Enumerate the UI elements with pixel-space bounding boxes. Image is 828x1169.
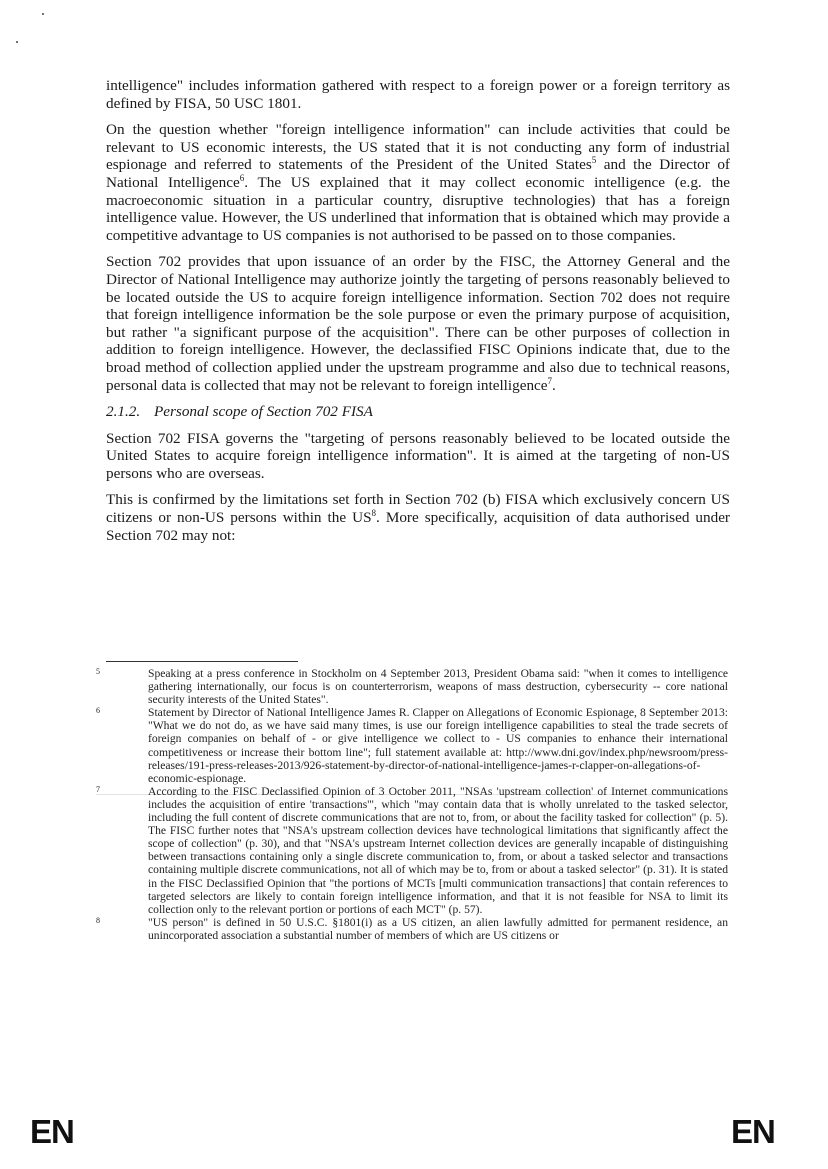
footnote-text: According to the FISC Declassified Opinion of 3 October 2011, "NSAs 'upstream collection' of Internet communications includes the acquisition of entire 'transactions'", which "may contain data that is wholly unrelated to the tasked selector, including the full content of discrete communications that are not to, from, or about the facility tasked for collection" (p. 5). The FISC further notes that "NSA's upstream collection devices have technological limitations that significantly affect the scope of collection" (p. 30), and that "NSA's upstream Internet collection devices are generally incapable of distinguishing between transactions containing only a single discrete communication to, from, or about a tasked selector and transactions containing multiple discrete communications, not all of which may be to, from or about a tasked selector" (p. 31). It is stated in the FISC Declassified Opinion that "the portions of MCTs [multi communication transactions] that contain references to targeted selectors are likely to contain foreign intelligence information, and that it is not feasible for NSA to limit its collection only to the relevant portion or portions of each MCT" (p. 57). bbox=[148, 784, 728, 916]
section-heading bbox=[106, 403, 730, 421]
footnote-ref-8[interactable]: 8 bbox=[371, 508, 377, 518]
scan-speck bbox=[42, 13, 44, 15]
scan-speck bbox=[16, 41, 18, 43]
language-label-right: EN bbox=[731, 1113, 775, 1150]
footnote-marker: 5 bbox=[96, 667, 100, 676]
footnote-marker: 8 bbox=[96, 915, 100, 925]
footnote-marker: 7 bbox=[96, 784, 100, 794]
paragraph-1: intelligence" includes information gathered with respect to a foreign power or a foreign territory as defined by FISA, 50 USC 1801. bbox=[106, 77, 730, 112]
footnote-text: Speaking at a press conference in Stockholm on 4 September 2013, President Obama said: "when it comes to intelligence gathering internationally, our focus is on counterterrorism, weapons of mass destruction, cybersecurity -- core national security interests of the United States". bbox=[148, 667, 728, 707]
section-title: Personal scope of Section 702 FISA bbox=[154, 403, 373, 421]
footnote-ref-5[interactable]: 5 bbox=[591, 155, 597, 166]
footnote-5 bbox=[96, 667, 728, 706]
footnote-marker: 6 bbox=[96, 706, 100, 716]
language-label-left: EN bbox=[30, 1113, 74, 1150]
footnote-8 bbox=[96, 916, 728, 942]
footnote-6 bbox=[96, 706, 728, 785]
section-number: 2.1.2. bbox=[106, 403, 141, 421]
paragraph-3: Section 702 provides that upon issuance of an order by the FISC, the Attorney General and the Director of National Intelligence may authorize jointly the targeting of persons reasonably believed to be located outside the US to acquire foreign intelligence information. Section 702 does not require that foreign intelligence information be the sole purpose or even the primary purpose of acquisition, but rather "a significant purpose of the acquisition". There can be other purposes of collection in addition to foreign intelligence. However, the declassified FISC Opinions indicate that, due to the broad method of collection applied under the upstream programme and also due to technical reasons, personal data is collected that may not be relevant to foreign intelligence$^7$. bbox=[106, 253, 730, 394]
footnotes bbox=[96, 667, 728, 942]
footnote-text: "US person" is defined in 50 U.S.C. §1801(i) as a US citizen, an alien lawfully admitted for permanent residence, an unincorporated association a substantial number of members of which are US citizens or bbox=[148, 915, 728, 942]
footnote-7 bbox=[96, 785, 728, 916]
paragraph-2: On the question whether "foreign intelligence information" can include activities that could be relevant to US economic interests, the US stated that it is not conducting any form of industrial espionage and referred to statements of the President of the United States$^5$ and the Director of National Intelligence$^6$. The US explained that it may collect economic intelligence (e.g. the macroeconomic situation in a particular country, disruptive technologies) that has a foreign intelligence value. However, the US underlined that information that is obtained which may provide a competitive advantage to US companies is not authorised to be passed on to those companies. bbox=[106, 121, 730, 244]
paragraph-4: Section 702 FISA governs the "targeting of persons reasonably believed to be located outside the United States to acquire foreign intelligence information". It is aimed at the targeting of non-US persons who are overseas. bbox=[106, 429, 730, 482]
paragraph-5: This is confirmed by the limitations set forth in Section 702 (b) FISA which exclusively concern US citizens or non-US persons within the $US^8$. More specifically, acquisition of data authorised under Section 702 may not: bbox=[106, 491, 730, 544]
body-text bbox=[106, 77, 730, 553]
footnote-separator bbox=[106, 661, 298, 662]
footnote-ref-6[interactable]: 6 bbox=[239, 172, 245, 183]
footnote-text: Statement by Director of National Intelligence James R. Clapper on Allegations of Economic Espionage, 8 September 2013: "What we do not do, as we have said many times, is use our foreign intelligence capabilities to steal the trade secrets of foreign companies on behalf of - or give intelligence we collect to - US companies to enhance their international competitiveness or increase their bottom line"; full statement available at: http://www.dni.gov/index.php/newsroom/press-releases/191-press-releases-2013/926-statement-by-director-of-national-intelligence-james-r-clapper-on-allegations-of-economic-espionage. bbox=[148, 706, 728, 785]
footnote-ref-7[interactable]: 7 bbox=[547, 375, 553, 386]
